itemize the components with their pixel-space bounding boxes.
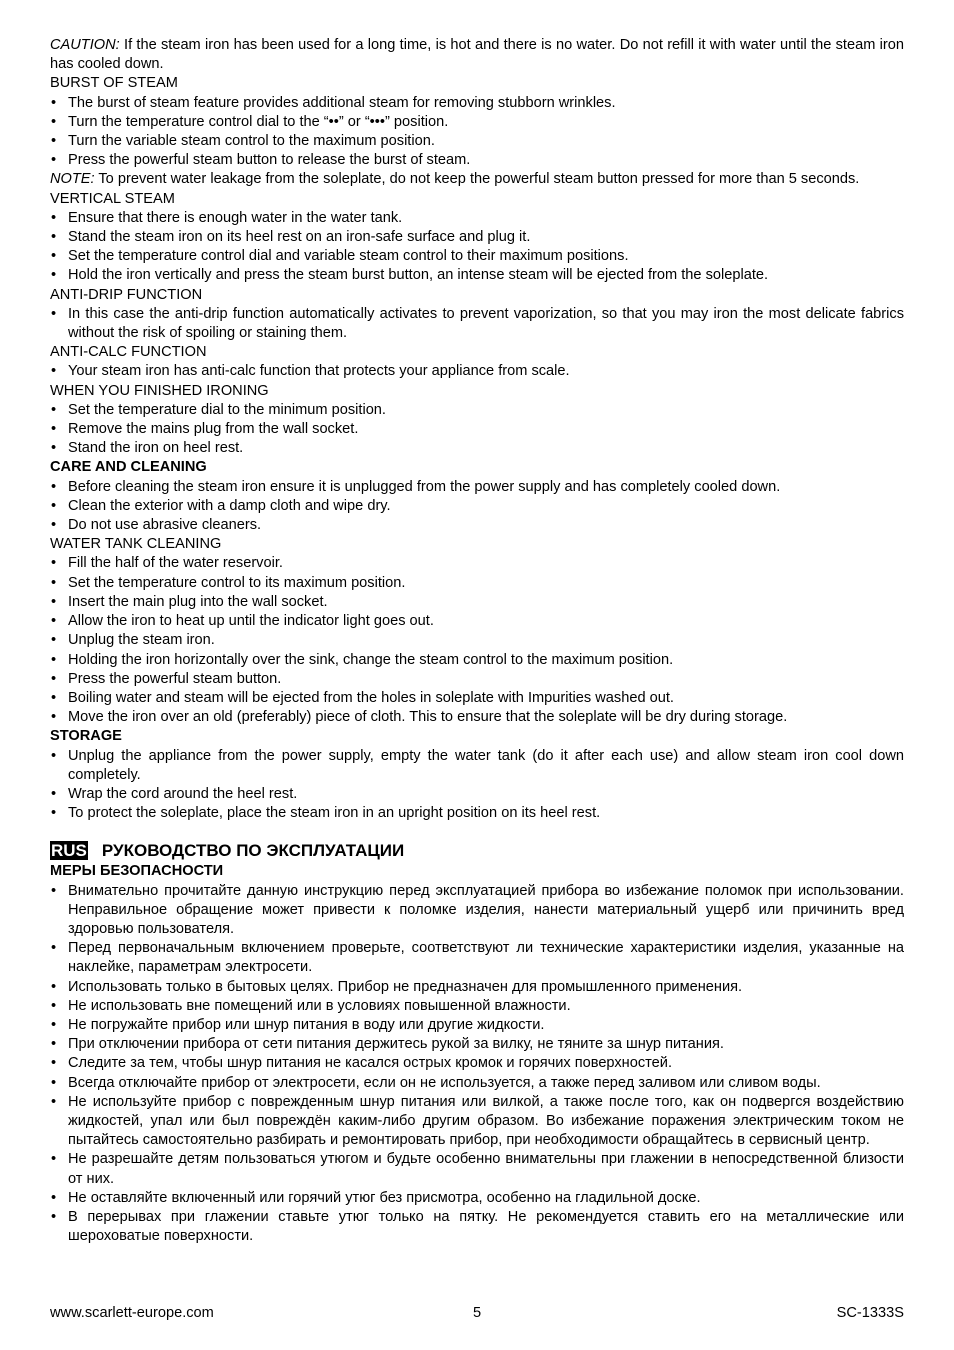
bullet-icon: • — [51, 1208, 57, 1225]
list-item — [50, 1016, 904, 1035]
vertical-list — [50, 209, 904, 286]
bullet-icon: • — [51, 574, 57, 591]
list-item-text: Fill the half of the water reservoir. — [68, 555, 283, 572]
list-item-text: Stand the steam iron on its heel rest on an iron-safe surface and plug it. — [68, 229, 531, 246]
bullet-icon: • — [51, 632, 57, 649]
bullet-icon: • — [51, 940, 57, 957]
page-footer — [50, 1303, 904, 1323]
footer-model: SC-1333S — [836, 1305, 904, 1321]
note-text: To prevent water leakage from the soleplate, do not keep the powerful steam button pressed for more than 5 seconds. — [94, 171, 860, 188]
bullet-icon: • — [51, 1189, 57, 1206]
list-item-text: Boiling water and steam will be ejected from the holes in soleplate with Impurities washed out. — [68, 689, 674, 706]
bullet-icon: • — [51, 152, 57, 169]
list-item-text: Remove the mains plug from the wall socket. — [68, 421, 359, 438]
list-item-text: Do not use abrasive cleaners. — [68, 517, 262, 534]
list-item-text: Не оставляйте включенный или горячий утюг без присмотра, особенно на гладильной доске. — [68, 1189, 701, 1206]
list-item-text: Не погружайте прибор или шнур питания в воду или другие жидкости. — [68, 1016, 545, 1033]
list-item — [50, 113, 904, 132]
list-item-text: Ensure that there is enough water in the water tank. — [68, 209, 403, 226]
bullet-icon: • — [51, 267, 57, 284]
bullet-icon: • — [51, 785, 57, 802]
list-item — [50, 631, 904, 650]
bullet-icon: • — [51, 113, 57, 130]
list-item-text: The burst of steam feature provides additional steam for removing stubborn wrinkles. — [68, 94, 616, 111]
list-item-text: To protect the soleplate, place the steam iron in an upright position on its heel rest. — [68, 805, 601, 822]
list-item — [50, 939, 904, 977]
bullet-icon: • — [51, 1074, 57, 1091]
bullet-icon: • — [51, 248, 57, 265]
list-item-text: Press the powerful steam button to release the burst of steam. — [68, 152, 471, 169]
bullet-icon: • — [51, 613, 57, 630]
list-item-text: Unplug the steam iron. — [68, 632, 215, 649]
bullet-icon: • — [51, 651, 57, 668]
list-item — [50, 689, 904, 708]
tank-list — [50, 554, 904, 727]
list-item — [50, 1150, 904, 1188]
bullet-icon: • — [51, 689, 57, 706]
list-item — [50, 362, 904, 381]
list-item — [50, 439, 904, 458]
list-item-text: Не используйте прибор с поврежденным шнур питания или вилкой, а также после того, как он подвергся воздействию жидкостей, упал или был повреждён каким-либо другим образом. Во избежание поражения электрическим током не пытайтесь самостоятельно разбирать и ремонтировать прибор, при необходимости обращайтесь в сервисный центр. — [68, 1093, 904, 1149]
bullet-icon: • — [51, 363, 57, 380]
bullet-icon: • — [51, 1016, 57, 1033]
footer-page-number: 5 — [473, 1305, 482, 1321]
list-item — [50, 1054, 904, 1073]
list-item-text: Не использовать вне помещений или в условиях повышенной влажности. — [68, 997, 571, 1014]
list-item — [50, 1093, 904, 1151]
bullet-icon: • — [51, 593, 57, 610]
list-item — [50, 651, 904, 670]
list-item — [50, 708, 904, 727]
list-item — [50, 554, 904, 573]
list-item — [50, 612, 904, 631]
care-heading: CARE AND CLEANING — [50, 459, 207, 476]
list-item-text: Всегда отключайте прибор от электросети, если он не используется, а также перед заливом или сливом воды. — [68, 1074, 821, 1091]
note-paragraph — [50, 170, 904, 189]
storage-heading: STORAGE — [50, 728, 122, 745]
rus-safety-list — [50, 882, 904, 1247]
list-item-text: Hold the iron vertically and press the steam burst button, an intense steam will be ejected from the soleplate. — [68, 267, 769, 284]
list-item — [50, 882, 904, 940]
bullet-icon: • — [51, 670, 57, 687]
list-item-text: Внимательно прочитайте данную инструкцию перед эксплуатацией прибора во избежание поломок при использовании. Неправильное обращение может привести к поломке изделия, нанести материальный ущерб или причинить вред здоровью пользователя. — [68, 882, 904, 937]
tank-heading: WATER TANK CLEANING — [50, 536, 222, 553]
bullet-icon: • — [51, 747, 57, 764]
list-item — [50, 1074, 904, 1093]
list-item-text: Перед первоначальным включением проверьте, соответствуют ли технические характеристики изделия, указанные на наклейке, параметрам электросети. — [68, 940, 904, 976]
list-item — [50, 228, 904, 247]
list-item — [50, 209, 904, 228]
rus-safety-heading: МЕРЫ БЕЗОПАСНОСТИ — [50, 863, 224, 880]
list-item — [50, 305, 904, 343]
list-item-text: Turn the variable steam control to the maximum position. — [68, 133, 435, 150]
bullet-icon: • — [51, 305, 57, 322]
list-item-text: Before cleaning the steam iron ensure it is unplugged from the power supply and has completely cooled down. — [68, 478, 781, 495]
document-body — [50, 36, 904, 1246]
list-item-text: В перерывах при глажении ставьте утюг только на пятку. Не рекомендуется ставить его на металлические или шероховатые поверхности. — [68, 1208, 904, 1245]
list-item-text: Set the temperature control to its maximum position. — [68, 574, 406, 591]
bullet-icon: • — [51, 1055, 57, 1072]
bullet-icon: • — [51, 709, 57, 726]
storage-list — [50, 747, 904, 824]
bullet-icon: • — [51, 997, 57, 1014]
list-item — [50, 247, 904, 266]
list-item — [50, 401, 904, 420]
list-item — [50, 516, 904, 535]
note-label: NOTE: — [50, 171, 95, 188]
bullet-icon: • — [51, 978, 57, 995]
list-item — [50, 151, 904, 170]
bullet-icon: • — [51, 440, 57, 457]
list-item — [50, 94, 904, 113]
bullet-icon: • — [51, 1036, 57, 1053]
anticalc-list — [50, 362, 904, 381]
bullet-icon: • — [51, 555, 57, 572]
list-item — [50, 747, 904, 785]
burst-heading: BURST OF STEAM — [50, 75, 178, 92]
bullet-icon: • — [51, 497, 57, 514]
finished-list — [50, 401, 904, 459]
list-item — [50, 132, 904, 151]
list-item-text: Set the temperature control dial and variable steam control to their maximum positions. — [68, 248, 629, 265]
bullet-icon: • — [51, 1151, 57, 1168]
list-item — [50, 1035, 904, 1054]
list-item — [50, 997, 904, 1016]
bullet-icon: • — [51, 229, 57, 246]
list-item — [50, 1208, 904, 1246]
bullet-icon: • — [51, 421, 57, 438]
list-item — [50, 593, 904, 612]
rus-language-badge: RUS — [51, 841, 87, 861]
list-item — [50, 574, 904, 593]
list-item-text: Move the iron over an old (preferably) piece of cloth. This to ensure that the soleplate will be dry during storage. — [68, 709, 788, 726]
list-item-text: Turn the temperature control dial to the “••” or “•••” position. — [68, 113, 449, 130]
bullet-icon: • — [51, 478, 57, 495]
rus-title-text: РУКОВОДСТВО ПО ЭКСПЛУАТАЦИИ — [101, 841, 405, 861]
list-item — [50, 978, 904, 997]
bullet-icon: • — [51, 209, 57, 226]
list-item-text: Insert the main plug into the wall socket. — [68, 593, 328, 610]
antidrip-list — [50, 305, 904, 343]
caution-text: If the steam iron has been used for a long time, is hot and there is no water. Do not refill it with water until the steam iron has cooled down. — [50, 37, 904, 73]
list-item-text: При отключении прибора от сети питания держитесь рукой за вилку, не тяните за шнур питания. — [68, 1036, 724, 1053]
list-item — [50, 420, 904, 439]
care-list — [50, 478, 904, 536]
bullet-icon: • — [51, 401, 57, 418]
bullet-icon: • — [51, 94, 57, 111]
list-item-text: Stand the iron on heel rest. — [68, 440, 244, 457]
caution-paragraph — [50, 36, 904, 74]
list-item-text: In this case the anti-drip function automatically activates to prevent vaporization, so that you may iron the most delicate fabrics without the risk of spoiling or staining them. — [68, 305, 904, 342]
list-item — [50, 670, 904, 689]
caution-label: CAUTION: — [50, 37, 120, 53]
list-item — [50, 785, 904, 804]
list-item — [50, 804, 904, 823]
bullet-icon: • — [51, 517, 57, 534]
rus-section-title — [50, 840, 904, 862]
vertical-heading: VERTICAL STEAM — [50, 190, 175, 207]
list-item — [50, 478, 904, 497]
list-item-text: Clean the exterior with a damp cloth and wipe dry. — [68, 497, 391, 514]
list-item-text: Использовать только в бытовых целях. Прибор не предназначен для промышленного применения. — [68, 978, 743, 995]
list-item-text: Следите за тем, чтобы шнур питания не касался острых кромок и горячих поверхностей. — [68, 1055, 672, 1072]
list-item-text: Allow the iron to heat up until the indicator light goes out. — [68, 613, 434, 630]
bullet-icon: • — [51, 1093, 57, 1110]
list-item-text: Press the powerful steam button. — [68, 670, 282, 687]
footer-website: www.scarlett-europe.com — [50, 1305, 214, 1321]
anticalc-heading: ANTI-CALC FUNCTION — [50, 344, 207, 361]
list-item-text: Set the temperature dial to the minimum position. — [68, 401, 386, 418]
antidrip-heading: ANTI-DRIP FUNCTION — [50, 286, 203, 303]
list-item-text: Holding the iron horizontally over the sink, change the steam control to the maximum position. — [68, 651, 674, 668]
list-item — [50, 1189, 904, 1208]
burst-list — [50, 94, 904, 171]
bullet-icon: • — [51, 133, 57, 150]
list-item — [50, 266, 904, 285]
bullet-icon: • — [51, 882, 57, 899]
list-item — [50, 497, 904, 516]
list-item-text: Unplug the appliance from the power supply, empty the water tank (do it after each use) and allow steam iron cool down completely. — [68, 747, 904, 783]
list-item-text: Your steam iron has anti-calc function that protects your appliance from scale. — [68, 363, 570, 380]
list-item-text: Wrap the cord around the heel rest. — [68, 785, 298, 802]
list-item-text: Не разрешайте детям пользоваться утюгом и будьте особенно внимательны при глажении в непосредственной близости от них. — [68, 1151, 904, 1187]
finished-heading: WHEN YOU FINISHED IRONING — [50, 382, 269, 399]
bullet-icon: • — [51, 805, 57, 822]
